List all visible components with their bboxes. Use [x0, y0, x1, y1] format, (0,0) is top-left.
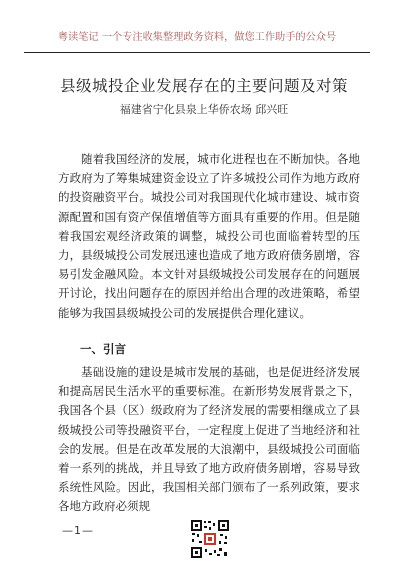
intro-paragraph: 随着我国经济的发展，城市化进程也在不断加快。各地方政府为了筹集城建资金设立了许多城投公司作为地方政府的投资融资平台。城投公司对我国现代化城市建设、城市资源配置和国有资产保值增值等方面具有重要的作用。但是随着我国宏观经济政策的调整，城投公司也面临着转型的压力，县级城投公司发展迅速也造成了地方政府债务剧增，容易引发金融风险。本文针对县级城投公司发展存在的问题展开讨论，找出问题存在的原因并给出合理的改进策略，希望能够为我国县级城投公司的发展提供合理化建议。 — [58, 152, 360, 320]
page-number: —1— — [62, 524, 94, 537]
qr-code-icon — [190, 519, 230, 559]
article-title: 县级城投企业发展存在的主要问题及对策 — [59, 77, 348, 95]
article-author: 福建省宁化县泉上华侨农场 邱兴旺 — [119, 103, 289, 116]
header-divider — [24, 52, 370, 53]
section-heading: 一、引言 — [80, 342, 126, 356]
body-paragraph: 基础设施的建设是城市发展的基础，也是促进经济发展和提高居民生活水平的重要标准。在新形势发展背景之下，我国各个县（区）级政府为了经济发展的需要相继成立了县级城投公司等投融资平台，一定程度上促进了当地经济和社会的发展。但是在改革发展的大浪潮中，县级城投公司面临着一系列的挑战，并且导致了地方政府债务剧增，容易导致系统性风险。因此，我国相关部门颁布了一系列政策，要求各地方政府必须规 — [58, 365, 360, 514]
header-banner: 粤读笔记 一个专注收集整理政务资料，做您工作助手的公众号 — [57, 32, 337, 43]
